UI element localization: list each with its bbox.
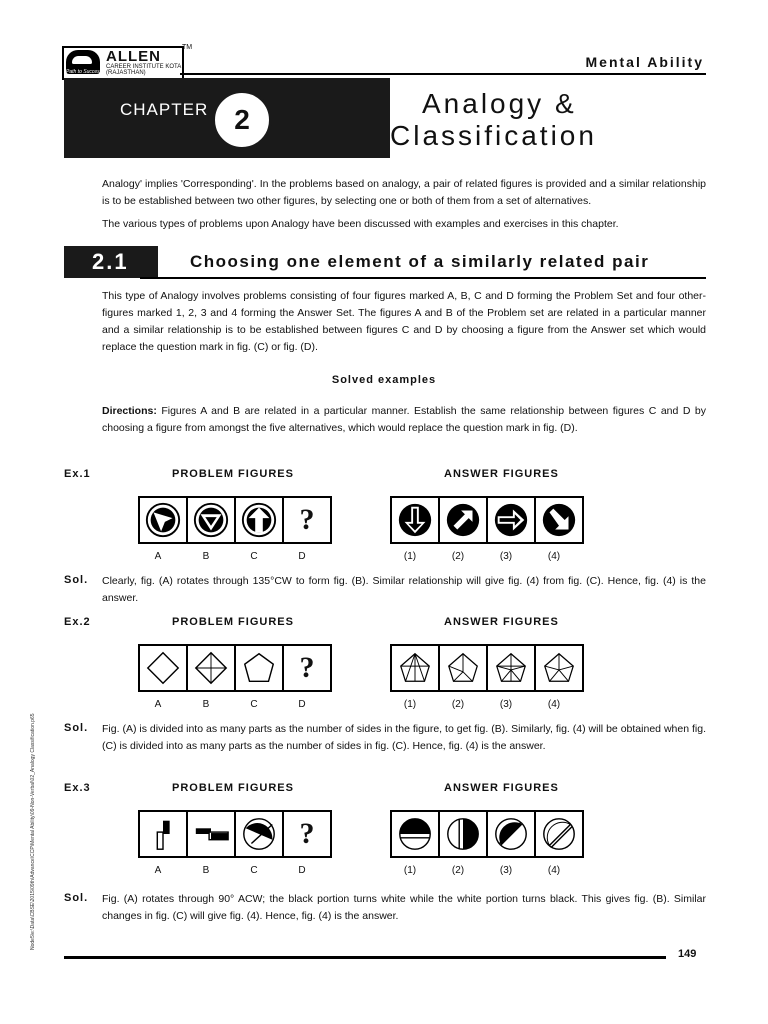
chapter-title-line1: Analogy & <box>422 88 577 119</box>
chapter-banner <box>64 78 706 158</box>
solved-examples-heading: Solved examples <box>331 374 437 386</box>
caption-2: (2) <box>451 865 465 876</box>
sidebar-filepath <box>30 630 44 950</box>
half-circle-icon <box>396 815 434 853</box>
answer-captions <box>386 551 578 562</box>
answer-2 <box>440 498 488 542</box>
footer-rule <box>64 956 666 959</box>
directions-text: Figures A and B are related in a particular manner. Establish the same relationship between figures C and D by choosing a figure from amongst the five alternatives, which would replace the question mark in fig. (D). <box>102 405 706 434</box>
problem-figures-row <box>138 810 332 858</box>
chapter-title-line2: Classification <box>390 120 597 151</box>
caption-3: (3) <box>499 551 513 562</box>
arrow-circle-icon <box>492 501 530 539</box>
answer-captions <box>386 865 578 876</box>
header-rule <box>180 73 706 75</box>
problem-figures-row <box>138 496 332 544</box>
problem-figures-label: PROBLEM FIGURES <box>172 782 294 794</box>
solution-text: Fig. (A) rotates through 90° ACW; the black portion turns white while the white portion turns black. This gives fig. (B). Similar changes in fig. (C) will give fig. (4). Hence, fig. (4) is the answer. <box>102 893 706 922</box>
section-body: This type of Analogy involves problems consisting of four figures marked A, B, C and D forming the Problem Set and four other-figures marked 1, 2, 3 and 4 forming the Answer Set. The figures A and B of the Problem set are related in a particular manner and a similar relationship is to be established between figures C and D by choosing a figure from the Answer set which would replace the question mark in fig. (C) or fig. (D). <box>102 290 706 353</box>
arrow-circle-icon <box>240 501 278 539</box>
caption-a: A <box>154 865 162 876</box>
figure-a <box>140 498 188 542</box>
directions-paragraph <box>102 403 706 437</box>
sol-label: Sol. <box>64 574 89 586</box>
problem-figures-label: PROBLEM FIGURES <box>172 616 294 628</box>
diamond-icon <box>144 649 182 687</box>
caption-4: (4) <box>547 865 561 876</box>
figure-c <box>236 812 284 856</box>
answer-figures-label: ANSWER FIGURES <box>444 616 559 628</box>
l-shape-icon <box>144 815 182 853</box>
divided-pentagon-icon <box>540 649 578 687</box>
l-shape-icon <box>192 815 230 853</box>
problem-captions <box>134 699 326 710</box>
figure-b <box>188 812 236 856</box>
logo-tagline: CAREER INSTITUTE KOTA (RAJASTHAN) <box>106 64 181 76</box>
arrow-circle-icon <box>540 501 578 539</box>
figure-c <box>236 646 284 690</box>
caption-c: C <box>250 865 258 876</box>
divided-pentagon-icon <box>444 649 482 687</box>
caption-4: (4) <box>547 699 561 710</box>
caption-c: C <box>250 551 258 562</box>
caption-4: (4) <box>547 551 561 562</box>
logo-motto: Path to Success <box>66 69 103 75</box>
section-rule <box>140 277 706 279</box>
answer-3 <box>488 646 536 690</box>
solution-text: Clearly, fig. (A) rotates through 135°CW to form fig. (B). Similar relationship will give fig. (4) from fig. (C). Hence, fig. (4) is the answer. <box>102 575 706 604</box>
problem-captions <box>134 865 326 876</box>
answer-figures-row <box>390 644 584 692</box>
caption-b: B <box>202 699 210 710</box>
problem-figures-label: PROBLEM FIGURES <box>172 468 294 480</box>
answer-4 <box>536 812 582 856</box>
solution-text: Fig. (A) is divided into as many parts as the number of sides in the figure, to get fig. (B). Similarly, fig. (4) will be obtained when fig. (C) is divided into as many parts as the number of sides in fig. (C). Hence, fig. (4) is the answer. <box>102 723 706 752</box>
answer-1 <box>392 812 440 856</box>
question-mark: ? <box>299 651 315 684</box>
answer-figures-row <box>390 810 584 858</box>
answer-3 <box>488 812 536 856</box>
divided-diamond-icon <box>192 649 230 687</box>
trademark: TM <box>182 44 193 51</box>
answer-4 <box>536 498 582 542</box>
figure-a <box>140 646 188 690</box>
arrow-circle-icon <box>192 501 230 539</box>
answer-1 <box>392 498 440 542</box>
caption-2: (2) <box>451 551 465 562</box>
figure-d <box>284 646 330 690</box>
answer-3 <box>488 498 536 542</box>
caption-3: (3) <box>499 699 513 710</box>
answer-1 <box>392 646 440 690</box>
caption-b: B <box>202 551 210 562</box>
half-circle-icon <box>540 815 578 853</box>
answer-figures-row <box>390 496 584 544</box>
pentagon-icon <box>240 649 278 687</box>
divided-pentagon-icon <box>396 649 434 687</box>
answer-figures-label: ANSWER FIGURES <box>444 468 559 480</box>
problem-captions <box>134 551 326 562</box>
directions-label: Directions: <box>102 405 157 417</box>
caption-a: A <box>154 551 162 562</box>
caption-2: (2) <box>451 699 465 710</box>
figure-b <box>188 646 236 690</box>
answer-4 <box>536 646 582 690</box>
arrow-circle-icon <box>396 501 434 539</box>
caption-3: (3) <box>499 865 513 876</box>
answer-2 <box>440 646 488 690</box>
section-title: Choosing one element of a similarly related pair <box>190 252 650 271</box>
figure-d <box>284 812 330 856</box>
caption-d: D <box>298 865 306 876</box>
page-number: 149 <box>678 948 697 960</box>
half-circle-icon <box>240 815 278 853</box>
sol-label: Sol. <box>64 892 89 904</box>
arrow-circle-icon <box>444 501 482 539</box>
caption-d: D <box>298 699 306 710</box>
question-mark: ? <box>299 503 315 536</box>
caption-c: C <box>250 699 258 710</box>
figure-b <box>188 498 236 542</box>
sol-label: Sol. <box>64 722 89 734</box>
allen-logo <box>62 46 184 80</box>
section-number: 2.1 <box>92 249 129 274</box>
intro-paragraph-2: The various types of problems upon Analogy have been discussed with examples and exercises in this chapter. <box>102 218 619 230</box>
chapter-number: 2 <box>212 90 272 150</box>
chapter-label: CHAPTER <box>120 100 209 119</box>
subject-title: Mental Ability <box>585 54 704 70</box>
figure-a <box>140 812 188 856</box>
arrow-circle-icon <box>144 501 182 539</box>
example-id: Ex.1 <box>64 468 91 480</box>
question-mark: ? <box>299 817 315 850</box>
logo-brand: ALLEN <box>106 48 161 65</box>
caption-a: A <box>154 699 162 710</box>
caption-1: (1) <box>403 551 417 562</box>
caption-1: (1) <box>403 699 417 710</box>
example-id: Ex.2 <box>64 616 91 628</box>
intro-paragraph-1: Analogy' implies 'Corresponding'. In the problems based on analogy, a pair of related figures is provided and a similar relationship is to be established between two other figures, by selecting one or both of them from a set of alternatives. <box>102 178 706 207</box>
answer-figures-label: ANSWER FIGURES <box>444 782 559 794</box>
divided-pentagon-icon <box>492 649 530 687</box>
half-circle-icon <box>444 815 482 853</box>
answer-2 <box>440 812 488 856</box>
figure-d <box>284 498 330 542</box>
caption-d: D <box>298 551 306 562</box>
problem-figures-row <box>138 644 332 692</box>
figure-c <box>236 498 284 542</box>
example-id: Ex.3 <box>64 782 91 794</box>
answer-captions <box>386 699 578 710</box>
caption-1: (1) <box>403 865 417 876</box>
caption-b: B <box>202 865 210 876</box>
half-circle-icon <box>492 815 530 853</box>
section-number-bar <box>64 246 158 278</box>
filepath-text: Node5\e:\Data\CBSE\2015\09th\Advance\CCP\Mental Ability\09-Non-Verbal\02_Analogy Classification.p65 <box>30 713 36 950</box>
